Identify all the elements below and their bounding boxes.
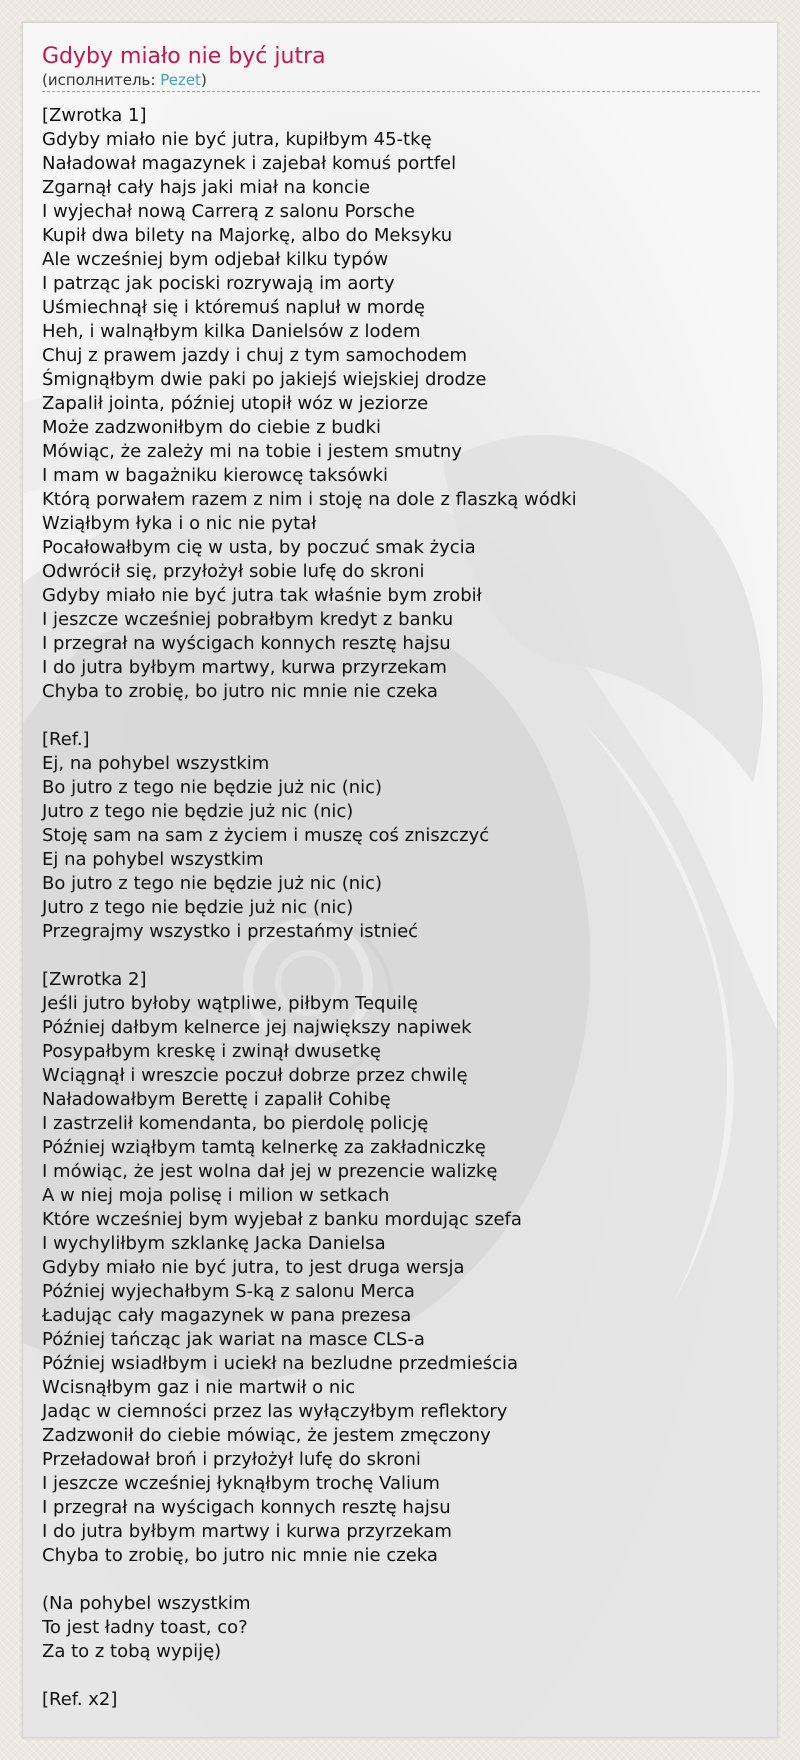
lyrics-card — [22, 22, 778, 1738]
song-title: Gdyby miało nie być jutra — [42, 44, 326, 69]
artist-link[interactable]: Pezet — [160, 71, 201, 89]
lyrics-content — [23, 23, 777, 1712]
artist-prefix: (исполнитель: — [42, 71, 161, 89]
artist-line — [42, 71, 760, 92]
lyrics-text: [Zwrotka 1] Gdyby miało nie być jutra, kupiłbym 45-tkę Naładował magazynek i zajebał komuś portfel Zgarnął cały hajs jaki miał na koncie I wyjechał nową Carrerą z salonu Porsche Kupił dwa bilety na Majorkę, albo do Meksyku Ale wcześniej bym odjebał kilku typów I patrząc jak pociski rozrywają im aorty Uśmiechnął się i któremuś napluł w mordę Heh, i walnąłbym kilka Danielsów z lodem Chuj z prawem jazdy i chuj z tym samochodem Śmignąłbym dwie paki po jakiejś wiejskiej drodze Zapalił jointa, później utopił wóz w jeziorze Może zadzwoniłbym do ciebie z budki Mówiąc, że zależy mi na tobie i jestem smutny I mam w bagażniku kierowcę taksówki Którą porwałem razem z nim i stoję na dole z flaszką wódki Wziąłbym łyka i o nic nie pytał Pocałowałbym cię w usta, by poczuć smak życia Odwrócił się, przyłożył sobie lufę do skroni Gdyby miało nie być jutra tak właśnie bym zrobił I jeszcze wcześniej pobrałbym kredyt z banku I przegrał na wyścigach konnych resztę hajsu I do jutra byłbym martwy, kurwa przyrzekam Chyba to zrobię, bo jutro nic mnie nie czeka [Ref.] Ej, na pohybel wszystkim Bo jutro z tego nie będzie już nic (nic) Jutro z tego nie będzie już nic (nic) Stoję sam na sam z życiem i muszę coś zniszczyć Ej na pohybel wszystkim Bo jutro z tego nie będzie już nic (nic) Jutro z tego nie będzie już nic (nic) Przegrajmy wszystko i przestańmy istnieć [Zwrotka 2] Jeśli jutro byłoby wątpliwe, piłbym Tequilę Później dałbym kelnerce jej największy napiwek Posypałbym kreskę i zwinął dwusetkę Wciągnął i wreszcie poczuł dobrze przez chwilę Naładowałbym Berettę i zapalił Cohibę I zastrzelił komendanta, bo pierdolę policję Później wziąłbym tamtą kelnerkę za zakładniczkę I mówiąc, że jest wolna dał jej w prezencie walizkę A w niej moja polisę i milion w setkach Które wcześniej bym wyjebał z banku mordując szefa I wychyliłbym szklankę Jacka Danielsa Gdyby miało nie być jutra, to jest druga wersja Później wyjechałbym S-ką z salonu Merca Ładując cały magazynek w pana prezesa Później tańcząc jak wariat na masce CLS-a Później wsiadłbym i uciekł na bezludne przedmieścia Wcisnąłbym gaz i nie martwił o nic Jadąc w ciemności przez las wyłączyłbym reflektory Zadzwonił do ciebie mówiąc, że jestem zmęczony Przeładował broń i przyłożył lufę do skroni I jeszcze wcześniej łyknąłbym trochę Valium I przegrał na wyścigach konnych resztę hajsu I do jutra byłbym martwy i kurwa przyrzekam Chyba to zrobię, bo jutro nic mnie nie czeka (Na pohybel wszystkim To jest ładny toast, co? Za to z tobą wypiję) [Ref. x2] — [42, 105, 577, 1710]
artist-suffix: ) — [200, 71, 207, 89]
